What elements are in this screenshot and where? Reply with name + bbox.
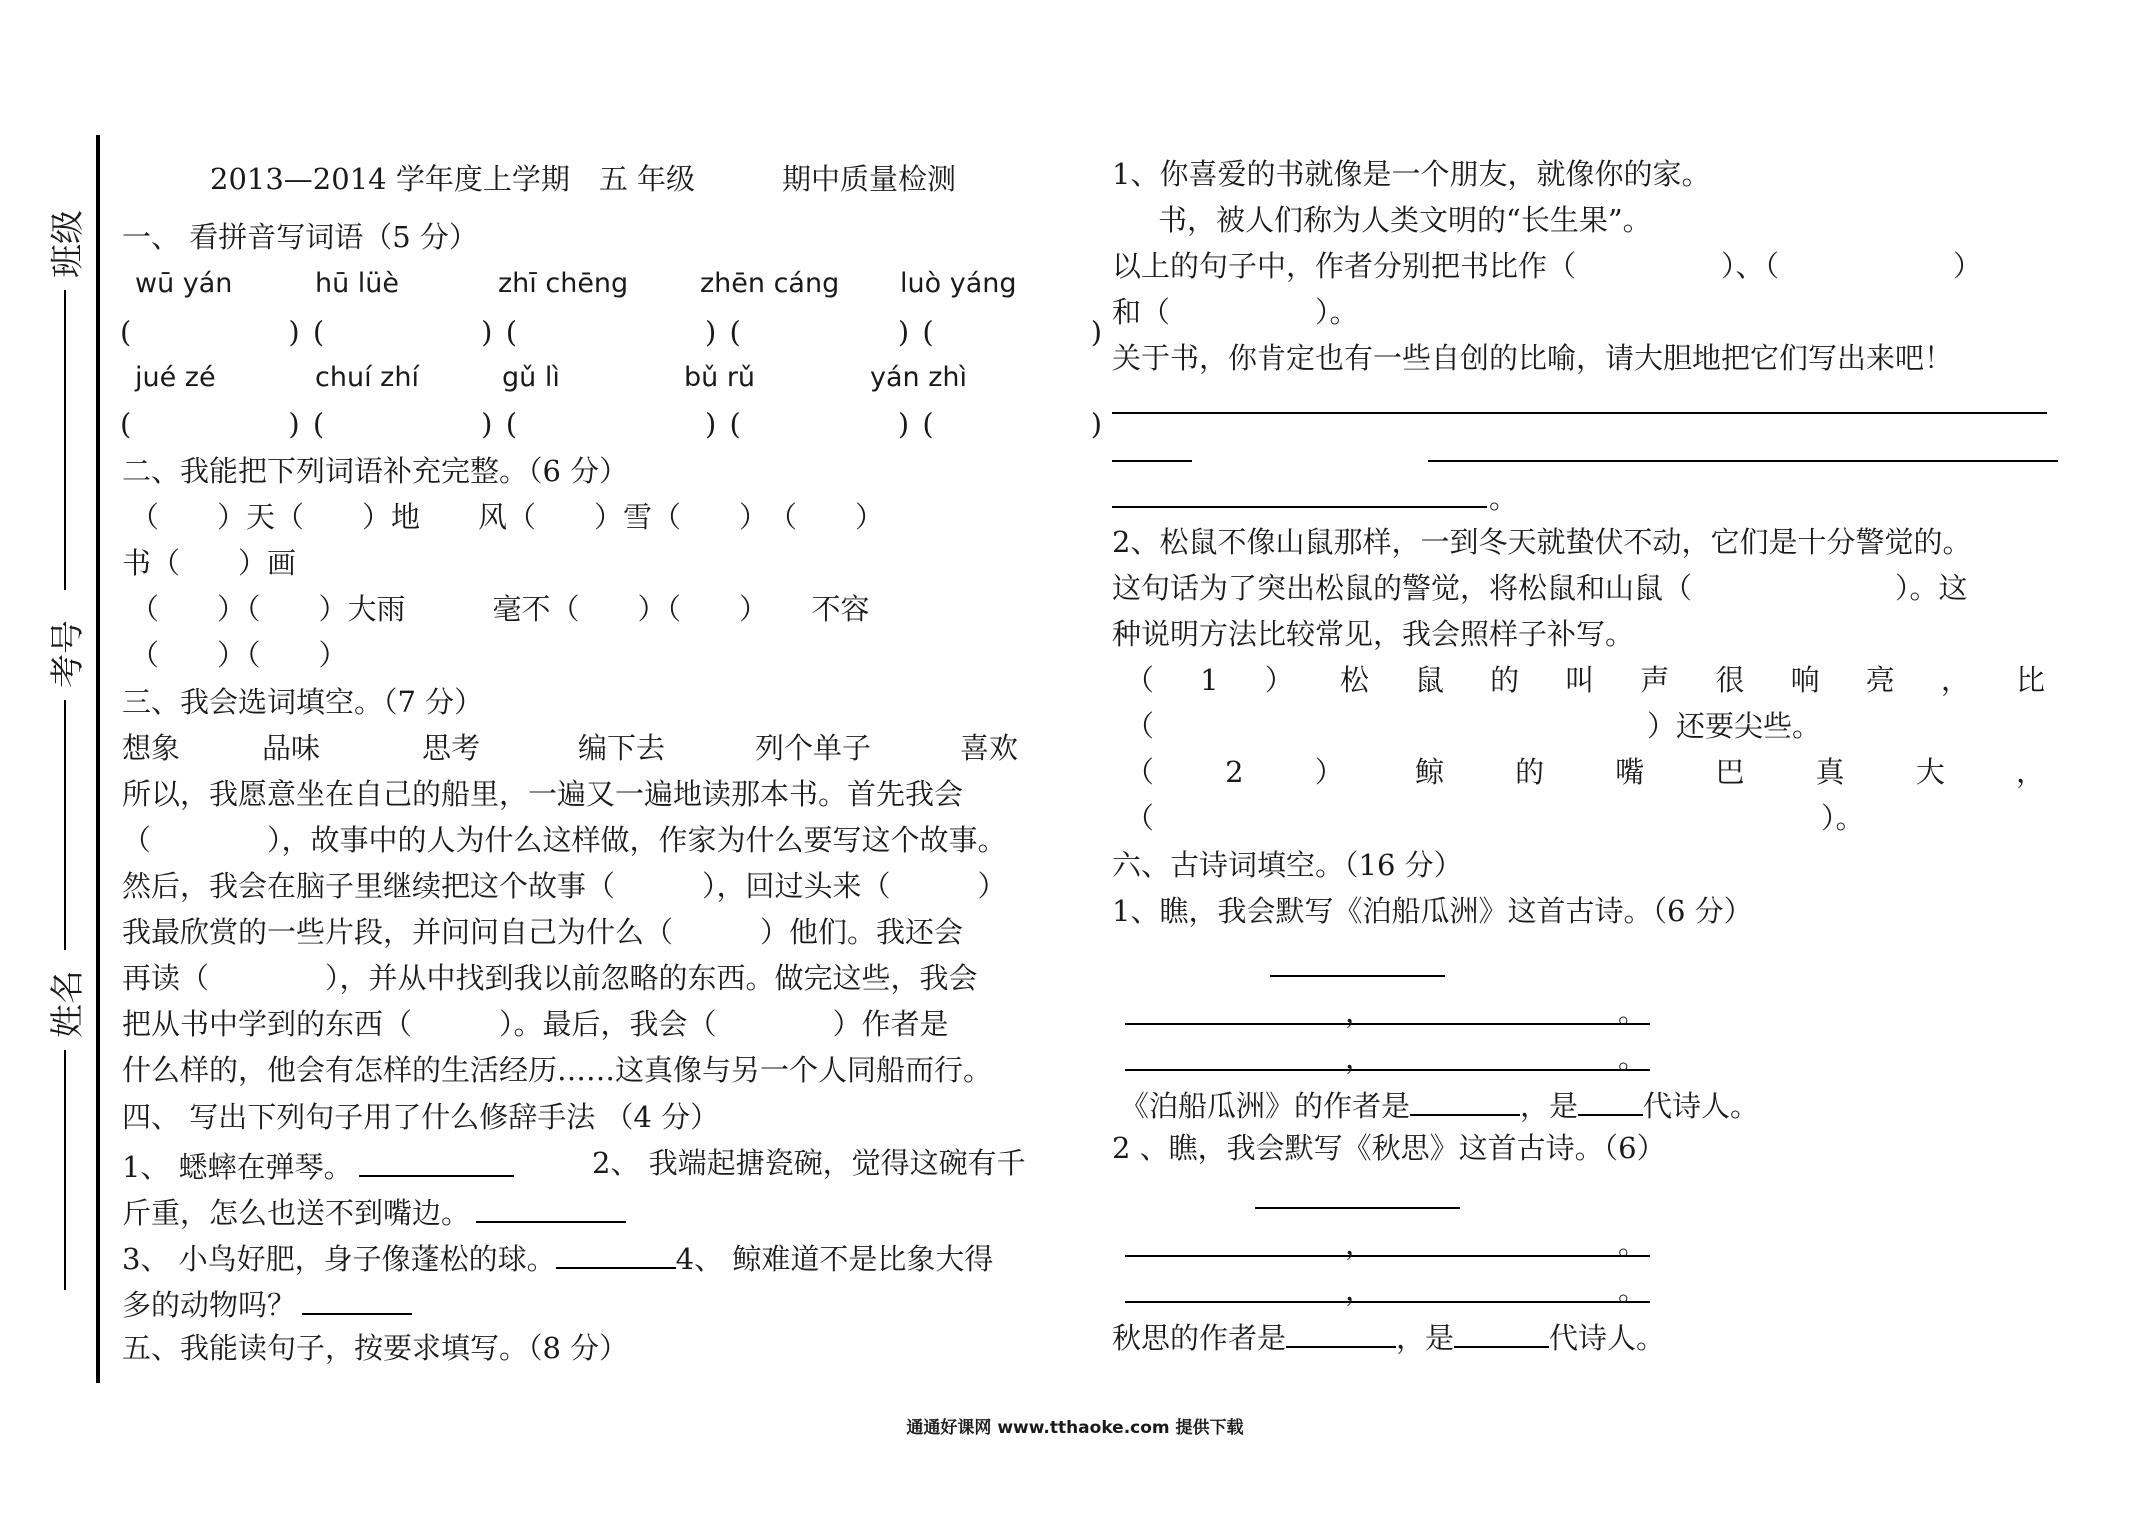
footer: 通通好课网 www.tthaoke.com 提供下载 xyxy=(906,1418,1244,1438)
page-title: 2013—2014 学年度上学期 五 年级 期中质量检测 xyxy=(210,162,957,196)
name-field xyxy=(40,970,89,1290)
r-line-3[interactable]: 以上的句子中，作者分别把书比作（ ）、（ ） xyxy=(1112,249,1983,283)
r-line-8[interactable]: 这句话为了突出松鼠的警觉，将松鼠和山鼠（ ）。这 xyxy=(1112,571,1968,605)
q6-title: 六、古诗词填空。（16 分） xyxy=(1112,848,1463,882)
q3-line[interactable]: 我最欣赏的一些片段，并问问自己为什么（ ）他们。我还会 xyxy=(122,915,964,949)
q4-item-2b: 斤重，怎么也送不到嘴边。 xyxy=(122,1195,626,1228)
q3-word-6: 喜欢 xyxy=(960,731,1019,765)
q6-2-author: 秋思的作者是 ，是 代诗人。 xyxy=(1112,1321,1666,1355)
poem-comma: ， xyxy=(1345,1273,1375,1307)
q3-word-5: 列个单子 xyxy=(755,731,872,765)
answer-blank[interactable] xyxy=(556,1241,676,1269)
r-line-2: 书，被人们称为人类文明的“长生果”。 xyxy=(1158,203,1652,237)
r-line-7: 2、松鼠不像山鼠那样，一到冬天就蛰伏不动，它们是十分警觉的。 xyxy=(1112,525,1972,559)
poem-comma: ， xyxy=(1345,1041,1375,1075)
binding-line xyxy=(96,135,100,1383)
q4-item-3: 3、 小鸟好肥，身子像蓬松的球。 4、 鲸难道不是比象大得 xyxy=(122,1242,994,1276)
q1-title: 一、 看拼音写词语（5 分） xyxy=(122,220,478,254)
class-label: 班级 xyxy=(48,210,88,278)
poem-line[interactable] xyxy=(1125,1023,1650,1025)
write-line[interactable] xyxy=(1112,506,1487,508)
dynasty-blank[interactable] xyxy=(1578,1088,1643,1116)
r-line-5: 关于书，你肯定也有一些自创的比喻，请大胆地把它们写出来吧！ xyxy=(1112,341,1954,375)
pinyin-4: zhēn cáng xyxy=(700,268,840,299)
poem-title-line[interactable] xyxy=(1270,975,1445,977)
q4-item-2: 2、 我端起搪瓷碗，觉得这碗有千 xyxy=(592,1146,1026,1180)
pinyin-10: yán zhì xyxy=(870,362,968,393)
q2-line4[interactable]: （ ）（ ） xyxy=(130,638,348,672)
q2-line2[interactable]: 书（ ）画 xyxy=(122,546,297,580)
q3-word-1: 想象 xyxy=(122,731,181,765)
q3-line: 什么样的，他会有怎样的生活经历……这真像与另一个人同船而行。 xyxy=(122,1053,993,1087)
example-1-blank[interactable]: （ ）还要尖些。 xyxy=(1125,709,1822,743)
pinyin-3: zhī chēng xyxy=(498,268,629,299)
answer-blank[interactable] xyxy=(476,1195,626,1223)
r-line-4[interactable]: 和（ ）。 xyxy=(1112,295,1359,329)
q3-line[interactable]: 然后，我会在脑子里继续把这个故事（ ），回过头来（ ） xyxy=(122,869,1007,903)
r-line-1: 1、你喜爱的书就像是一个朋友，就像你的家。 xyxy=(1112,157,1711,191)
q4-item-1: 1、 蟋蟀在弹琴。 xyxy=(122,1149,514,1182)
q4-item-4b: 多的动物吗？ xyxy=(122,1287,412,1320)
q2-line3[interactable]: （ ）（ ）大雨 毫不（ ）（ ） 不容 xyxy=(130,592,870,626)
blank-row-2[interactable]: ( ) ( ) ( ) ( ) ( ) xyxy=(120,407,1105,441)
poem-title-line[interactable] xyxy=(1255,1207,1460,1209)
q3-line[interactable]: 把从书中学到的东西（ ）。最后，我会（ ）作者是 xyxy=(122,1007,949,1041)
q4-title: 四、 写出下列句子用了什么修辞手法 （4 分） xyxy=(122,1100,720,1134)
example-2-blank[interactable]: （ ）。 xyxy=(1125,801,1865,835)
poem-line[interactable] xyxy=(1125,1255,1650,1257)
q3-line[interactable]: 再读（ ），并从中找到我以前忽略的东西。做完这些，我会 xyxy=(122,961,978,995)
poem-line[interactable] xyxy=(1125,1069,1650,1071)
q6-1-author: 《泊船瓜洲》的作者是 ，是 代诗人。 xyxy=(1120,1089,1760,1123)
write-line[interactable] xyxy=(1112,460,1192,462)
pinyin-7: chuí zhí xyxy=(315,362,419,393)
pinyin-9: bǔ rǔ xyxy=(684,362,756,393)
q3-line[interactable]: （ ），故事中的人为什么这样做，作家为什么要写这个故事。 xyxy=(122,823,1007,857)
pinyin-8: gǔ lì xyxy=(502,362,560,393)
number-field xyxy=(40,620,89,950)
q2-title: 二、我能把下列词语补充完整。（6 分） xyxy=(122,454,629,488)
blank-row-1[interactable]: ( ) ( ) ( ) ( ) ( ) xyxy=(120,315,1105,349)
q2-line1[interactable]: （ ）天（ ）地 风（ ）雪（ ） （ ） xyxy=(130,500,885,534)
pinyin-5: luò yáng xyxy=(900,268,1017,299)
write-line[interactable] xyxy=(1428,460,2058,462)
example-2: （ 2 ） 鲸 的 嘴 巴 真 大 ， xyxy=(1125,755,2045,789)
name-label: 姓名 xyxy=(48,970,88,1038)
write-line[interactable] xyxy=(1112,412,2047,414)
poem-line[interactable] xyxy=(1125,1301,1650,1303)
pinyin-1: wū yán xyxy=(135,268,233,299)
r-line-9: 种说明方法比较常见，我会照样子补写。 xyxy=(1112,617,1635,651)
example-1: （ 1 ） 松 鼠 的 叫 声 很 响 亮 ， 比 xyxy=(1125,663,2045,697)
q3-title: 三、我会选词填空。（7 分） xyxy=(122,685,484,719)
number-label: 考号 xyxy=(48,620,88,688)
q6-1-title: 1、瞧，我会默写《泊船瓜洲》这首古诗。（6 分） xyxy=(1112,894,1753,928)
q3-line: 所以，我愿意坐在自己的船里，一遍又一遍地读那本书。首先我会 xyxy=(122,777,964,811)
q5-title: 五、我能读句子，按要求填写。（8 分） xyxy=(122,1331,629,1365)
author-blank[interactable] xyxy=(1410,1088,1520,1116)
poem-comma: ， xyxy=(1345,995,1375,1029)
answer-blank[interactable] xyxy=(302,1287,412,1315)
pinyin-2: hū lüè xyxy=(315,268,400,299)
r-period: 。 xyxy=(1489,481,1519,515)
pinyin-6: jué zé xyxy=(135,362,216,393)
q6-2-title: 2 、瞧，我会默写《秋思》这首古诗。（6） xyxy=(1112,1131,1666,1165)
poem-period: 。 xyxy=(1618,1273,1648,1307)
q3-word-2: 品味 xyxy=(262,731,321,765)
class-field xyxy=(40,210,89,590)
poem-period: 。 xyxy=(1618,995,1648,1029)
poem-period: 。 xyxy=(1618,1041,1648,1075)
answer-blank[interactable] xyxy=(359,1149,514,1177)
poem-comma: ， xyxy=(1345,1227,1375,1261)
q3-word-4: 编下去 xyxy=(578,731,666,765)
poem-period: 。 xyxy=(1618,1227,1648,1261)
q3-word-3: 思考 xyxy=(422,731,481,765)
author-blank[interactable] xyxy=(1286,1320,1396,1348)
dynasty-blank[interactable] xyxy=(1454,1320,1549,1348)
